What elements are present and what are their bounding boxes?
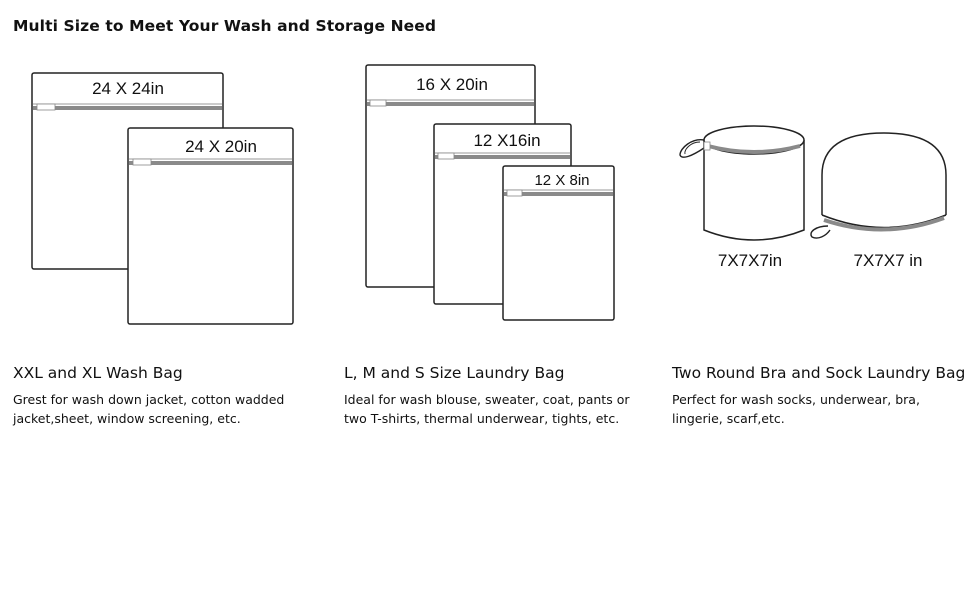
group-title: Two Round Bra and Sock Laundry Bag	[672, 364, 966, 382]
round-bag-side-illustration	[680, 126, 804, 270]
description-line: Ideal for wash blouse, sweater, coat, pants or	[344, 392, 630, 407]
group-description	[672, 390, 968, 428]
group-xxl-xl	[13, 364, 323, 428]
bag-l-size-label: 16 X 20in	[416, 75, 488, 94]
bag-m-size-label: 12 X16in	[473, 131, 541, 150]
description-line: lingerie, scarf,etc.	[672, 411, 785, 426]
round-bag-top-size-label: 7X7X7 in	[853, 251, 923, 270]
page-title: Multi Size to Meet Your Wash and Storage Need	[13, 17, 437, 35]
bag-xl-size-label: 24 X 20in	[185, 137, 257, 156]
bag-s-illustration	[503, 166, 614, 320]
bag-xxl-size-label: 24 X 24in	[92, 79, 164, 98]
group-l-m-s	[344, 364, 664, 428]
description-line: jacket,sheet, window screening, etc.	[13, 411, 241, 426]
bag-s-size-label: 12 X 8in	[534, 172, 590, 189]
description-line: Perfect for wash socks, underwear, bra,	[672, 392, 920, 407]
group-description	[344, 390, 664, 428]
group-title: XXL and XL Wash Bag	[13, 364, 183, 382]
group-round	[672, 364, 968, 428]
group-description	[13, 390, 323, 428]
round-bag-top-illustration	[811, 133, 946, 270]
bag-xl-illustration	[128, 128, 293, 324]
group-title: L, M and S Size Laundry Bag	[344, 364, 565, 382]
round-bag-side-size-label: 7X7X7in	[717, 251, 783, 270]
description-line: two T-shirts, thermal underwear, tights, etc.	[344, 411, 620, 426]
description-line: Grest for wash down jacket, cotton wadded	[13, 392, 285, 407]
